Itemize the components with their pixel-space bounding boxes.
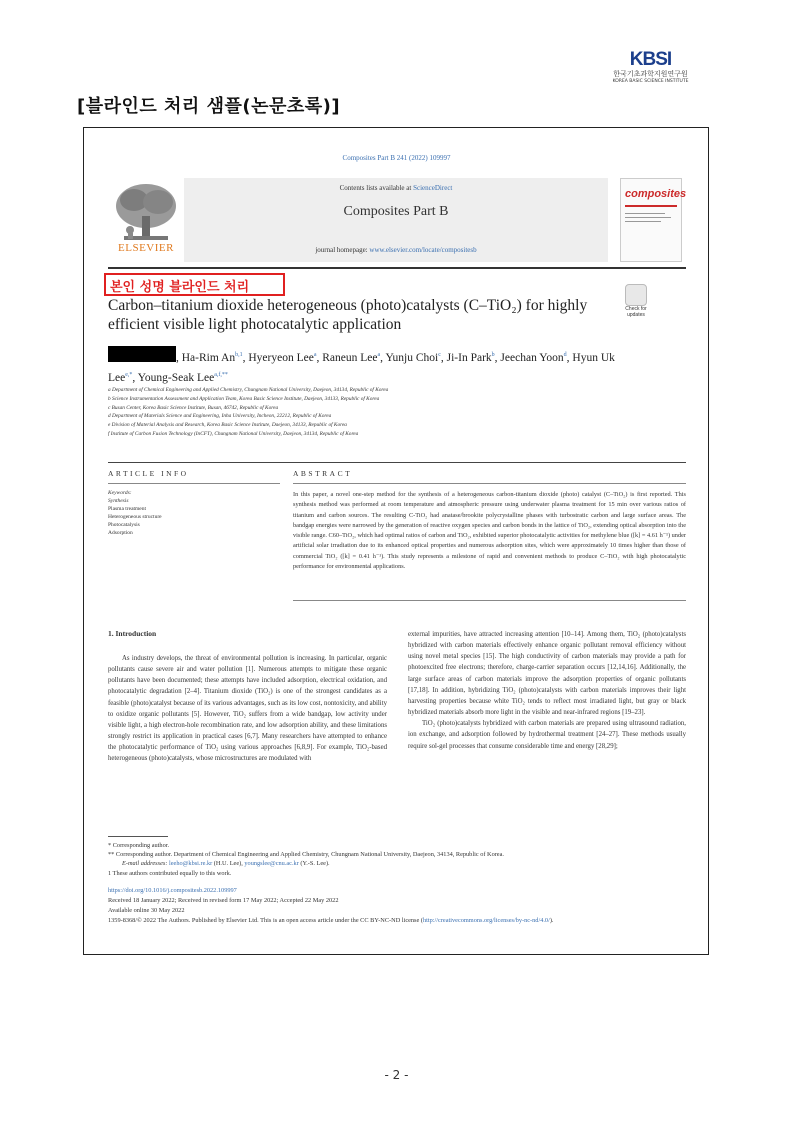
- copyright-line: [108, 916, 686, 926]
- page-heading: [블라인드 처리 샘플(논문초록)]: [77, 96, 341, 117]
- affiliations: [108, 386, 668, 439]
- abstract-text: In this paper, a novel one-step method for the synthesis of a heterogeneous carbon-titanium dioxide (photo) catalyst (C–TiO₂) is first reported. This synthesis method was performed at room temperature and atmospheric pressure using underwater plasma treatment for 15 min over various ratios of titanium and carbon sources. The resulting C-TiO₂ had anatase/brookite polycrystalline phases with turbostratic carbon and large surface areas. The bandgap energies were narrowed by the generation of reactive oxygen species and carbon bonds in the lattice of TiO₂, extending optical absorption into the visible range. C60–TiO₂, which had optimal ratios of carbon and TiO₂, exhibited superior photocatalytic activities for methylene blue ([k] = 4.61 h⁻¹) under artificial solar irradiation due to its enhanced optical properties and numerous adsorption sites, which were approximately 10 times higher than those of commercial TiO₂ ([k] = 0.41 h⁻¹). This study represents a milestone of rapid and convenient methods to produce C–TiO₂ with high photocatalytic performance for environmental applications.: [293, 491, 686, 571]
- author-list: , Ha-Rim An$^{b,1}$, Hyeryeon Lee$^a$, Raneun Lee$^a$, Yunju Choi$^c$, Ji-In Park$^b$, Jeechan Yoon$^d$, Hyun Uk Lee$^{e,*}$, Young-Seak Lee$^{a,f,**}$: [108, 347, 628, 387]
- cover-title: composites: [625, 188, 687, 200]
- contents-prefix: Contents lists available at: [339, 184, 414, 192]
- redacted-author-name: [108, 346, 176, 362]
- paper-title: Carbon–titanium dioxide heterogeneous (photo)catalysts (C–TiO₂) for highly efficient visible light photocatalytic application: [108, 297, 588, 333]
- author-name: Jeechan Yoon: [500, 351, 564, 364]
- kbsi-english-name: KOREA BASIC SCIENCE INSTITUTE: [612, 79, 689, 84]
- intro-col2-paragraph-1: external impurities, have attracted increasing attention [10–14]. Among them, TiO₂ (photo)catalysts hybridized with carbon materials effectively enhance organic pollutant removal efficiency without using novel metal species [15]. The high conductivity of carbon materials may provide a path for photoexcited free electrons; therefore, charge-carrier separation occurs [12,14,16]. Additionally, the large surface areas of carbon materials improve the adsorption properties of organic pollutants [17,18]. In addition, hybridizing TiO₂ (photo)catalysts with carbon materials improves their light harvesting properties because white TiO₂ tends to reflect most irradiated light, but gray or black hybridized materials absorb more light in the visible and near-infrared regions [19–23].: [408, 631, 686, 717]
- abstract-subrule: [293, 483, 686, 484]
- email-owner-2: (Y.-S. Lee).: [298, 860, 330, 868]
- keyword-item: Heterogeneous structure: [108, 514, 162, 520]
- footnote-equal-contribution: 1 These authors contributed equally to this work.: [108, 869, 232, 877]
- author-1: [182, 352, 243, 364]
- received-dates: Received 18 January 2022; Received in revised form 17 May 2022; Accepted 22 May 2022: [108, 897, 339, 904]
- elsevier-wordmark: ELSEVIER: [118, 242, 174, 254]
- keyword-item: Adsorption: [108, 530, 133, 536]
- info-subrule: [108, 483, 280, 484]
- author-affiliation-mark[interactable]: a: [377, 352, 381, 358]
- journal-reference[interactable]: Composites Part B 241 (2022) 109997: [342, 154, 451, 162]
- kbsi-korean-name: 한국기초과학지원연구원: [613, 70, 688, 78]
- email-link-2[interactable]: youngslee@cnu.ac.kr: [244, 860, 299, 868]
- affiliation-2: c Busan Center, Korea Basic Science Institute, Busan, 46742, Republic of Korea: [108, 404, 279, 411]
- homepage-link[interactable]: www.elsevier.com/locate/compositesb: [369, 246, 477, 254]
- doi-link[interactable]: https://doi.org/10.1016/j.compositesb.2022.109997: [108, 887, 237, 894]
- keywords-list: [108, 497, 162, 537]
- author-affiliation-mark[interactable]: d: [563, 352, 567, 358]
- page-number: - 2 -: [384, 1068, 409, 1082]
- introduction-column-2: [408, 629, 686, 752]
- affiliation-3: d Department of Materials Science and Engineering, Inha University, Incheon, 22212, Republic of Korea: [108, 413, 332, 420]
- copyright-text: 1359-8368/© 2022 The Authors. Published by Elsevier Ltd. This is an open access article under the CC BY-NC-ND license (: [108, 917, 423, 924]
- email-label: E-mail addresses:: [122, 860, 169, 868]
- check-updates-icon: [625, 284, 647, 306]
- author-name: Ha-Rim An: [181, 351, 236, 364]
- contents-line: [184, 184, 608, 192]
- author-name: Ji-In Park: [446, 351, 492, 364]
- author-affiliation-mark[interactable]: a: [313, 352, 317, 358]
- affiliation-4: e Division of Material Analysis and Research, Korea Basic Science Institute, Daejeon, 34133, Republic of Korea: [108, 422, 347, 429]
- affiliation-5: f Institute of Carbon Fusion Technology (InCFT), Chungnam National University, Daejeon, 34134, Republic of Korea: [108, 430, 359, 437]
- author-name: Young-Seak Lee: [137, 371, 215, 384]
- redaction-label: 본인 성명 블라인드 처리: [110, 280, 250, 295]
- author-affiliation-mark[interactable]: a,f,**: [214, 371, 228, 378]
- author-5: [447, 352, 495, 364]
- author-6: [500, 352, 566, 364]
- keyword-item: Plasma treatment: [108, 506, 147, 512]
- header-rule: [108, 267, 686, 269]
- intro-col2-paragraph-2: TiO₂ (photo)catalysts hybridized with carbon materials are prepared using ultrasound radiation, ion exchange, and adsorption followed by hydrothermal treatment [24–27]. These methods usually require sol-gel processes that consume considerable time and energy [28,29];: [408, 720, 686, 750]
- author-affiliation-mark[interactable]: b: [491, 352, 495, 358]
- available-online: Available online 30 May 2022: [108, 907, 185, 914]
- license-link[interactable]: http://creativecommons.org/licenses/by-nc-nd/4.0/: [422, 917, 550, 924]
- article-info-heading: ARTICLE INFO: [108, 469, 189, 478]
- kbsi-logo: [603, 50, 698, 90]
- abstract-end-rule: [293, 600, 686, 601]
- footnote-corresponding-2: ** Corresponding author. Department of Chemical Engineering and Applied Chemistry, Chungnam National University, Daejeon, 34134, Republic of Korea.: [108, 851, 504, 859]
- keywords-block: [108, 489, 162, 537]
- keywords-label: Keywords:: [108, 490, 132, 496]
- footnote-rule: [108, 836, 168, 837]
- author-name: Raneun Lee: [322, 351, 378, 364]
- introduction-heading: 1. Introduction: [108, 629, 157, 638]
- homepage-prefix: journal homepage:: [315, 246, 370, 254]
- introduction-column-1: As industry develops, the threat of environmental pollution is increasing. In particular, organic pollutants cause severe air and water pollution [1]. Numerous attempts to mitigate these organic pollutants have been documented; these attempts have included adsorption, electrical oxidation, and photocatalytic degradation [2–4]. Titanium dioxide (TiO₂) is one of the strongest candidates as a feasible (photo)catalyst because of its various advantages, such as its low cost, nontoxicity, and ability to oxidize organic pollutants [5]. However, TiO₂ suffers from a wide bandgap, low activity under visible light, a high electron-hole recombination rate, and low adsorption ability, and these limitations strongly restrict its application in practical cases [6,7]. Many researchers have attempted to enhance the photocatalytic performance of TiO₂ using various approaches [6,8,9]. For example, TiO₂-based heterogeneous (photo)catalysts, whose microstructures are modulated with: [108, 655, 387, 763]
- footnote-emails: [108, 859, 686, 868]
- keyword-item: Photocatalysis: [108, 522, 140, 528]
- email-link-1[interactable]: leeho@kbsi.re.kr: [169, 860, 213, 868]
- affiliation-0: a Department of Chemical Engineering and Applied Chemistry, Chungnam National University, Daejeon, 34134, Republic of Korea: [108, 387, 389, 393]
- email-owner-1: (H.U. Lee),: [212, 860, 245, 868]
- elsevier-logo: [108, 178, 184, 262]
- author-name: Hyeryeon Lee: [248, 351, 314, 364]
- author-affiliation-mark[interactable]: b,1: [235, 352, 243, 358]
- sciencedirect-link[interactable]: ScienceDirect: [413, 184, 453, 192]
- info-rule: [108, 462, 686, 463]
- journal-name: Composites Part B: [343, 204, 449, 219]
- keyword-item: Synthesis: [108, 498, 129, 504]
- footnote-corresponding-1: * Corresponding author.: [108, 842, 170, 849]
- footnotes: [108, 841, 686, 878]
- author-2: [248, 352, 316, 364]
- abstract-heading: ABSTRACT: [293, 469, 353, 478]
- journal-cover: [620, 178, 687, 262]
- author-name: Hyun Uk Lee: [108, 351, 615, 384]
- affiliation-1: b Science Instrumentation Assessment and Application Team, Korea Basic Science Institute, Daejeon, 34133, Republic of Korea: [108, 395, 380, 402]
- author-affiliation-mark[interactable]: e,*: [125, 371, 133, 378]
- kbsi-mark: KBSI: [629, 49, 672, 70]
- author-affiliation-mark[interactable]: c: [438, 352, 441, 358]
- publication-info: [108, 886, 686, 926]
- author-name: Yunju Choi: [385, 351, 439, 364]
- copyright-suffix: ).: [549, 917, 554, 924]
- homepage-line: [184, 246, 608, 254]
- author-8: [138, 372, 228, 384]
- check-for-updates-badge[interactable]: [620, 284, 652, 316]
- author-3: [322, 352, 380, 364]
- check-updates-label: Check for updates: [625, 306, 647, 318]
- author-4: [385, 352, 440, 364]
